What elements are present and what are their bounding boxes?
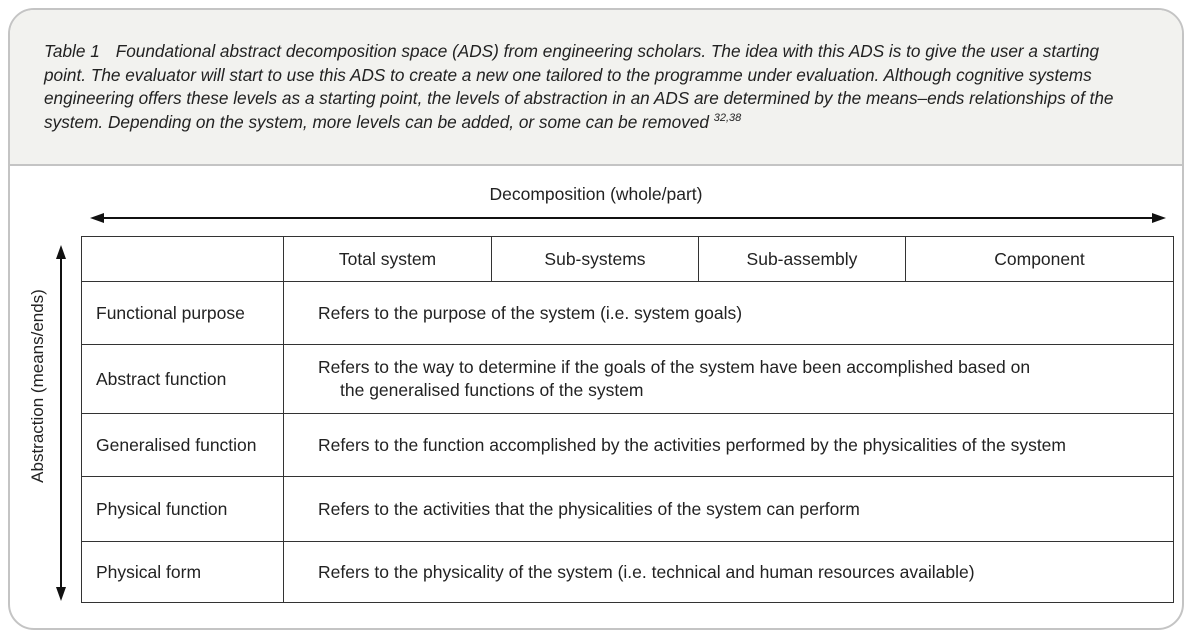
table-row xyxy=(82,414,1174,477)
column-header-sub-systems: Sub-systems xyxy=(492,237,699,282)
abstraction-arrow xyxy=(53,245,69,601)
header-corner-cell xyxy=(82,237,284,282)
description-text: Refers to the activities that the physicalities of the system can perform xyxy=(318,498,860,519)
level-label: Abstract function xyxy=(82,345,284,414)
level-label: Physical function xyxy=(82,477,284,542)
column-header-sub-assembly: Sub-assembly xyxy=(699,237,906,282)
caption-box xyxy=(10,10,1182,166)
table-caption xyxy=(44,40,1144,134)
level-description xyxy=(284,282,1174,345)
level-label: Functional purpose xyxy=(82,282,284,345)
abstraction-axis-label: Abstraction (means/ends) xyxy=(28,289,47,483)
level-label: Generalised function xyxy=(82,414,284,477)
caption-text: Foundational abstract decomposition space (ADS) from engineering scholars. The idea with this ADS is to give the user a starting point. The evaluator will start to use this ADS to create a new one tailored to the programme under evaluation. Although cognitive systems engineering offers these levels as a starting point, the levels of abstraction in an ADS are determined by the means–ends relationships of the system. Depending on the system, more levels can be added, or some can be removed xyxy=(44,41,1114,132)
table-row xyxy=(82,282,1174,345)
column-header-component: Component xyxy=(906,237,1174,282)
table-row xyxy=(82,345,1174,414)
description-text: Refers to the purpose of the system (i.e. system goals) xyxy=(318,302,743,323)
header-row xyxy=(82,237,1174,282)
level-description xyxy=(284,542,1174,603)
description-text: Refers to the physicality of the system (i.e. technical and human resources available) xyxy=(318,561,975,582)
decomposition-arrow xyxy=(90,209,1166,227)
table-row xyxy=(82,542,1174,603)
decomposition-axis-label: Decomposition (whole/part) xyxy=(489,184,703,204)
level-description xyxy=(284,414,1174,477)
ads-table xyxy=(81,236,1174,603)
description-continuation: the generalised functions of the system xyxy=(340,380,644,400)
level-description xyxy=(284,345,1174,414)
table-row xyxy=(82,477,1174,542)
description-text: Refers to the way to determine if the goals of the system have been accomplished based on xyxy=(318,357,1031,377)
caption-number: Table 1 xyxy=(44,41,100,61)
column-header-total-system: Total system xyxy=(284,237,492,282)
table-frame xyxy=(8,8,1184,630)
level-description xyxy=(284,477,1174,542)
level-label: Physical form xyxy=(82,542,284,603)
description-text: Refers to the function accomplished by the activities performed by the physicalities of the system xyxy=(318,434,1066,455)
caption-refs: 32,38 xyxy=(713,111,742,124)
